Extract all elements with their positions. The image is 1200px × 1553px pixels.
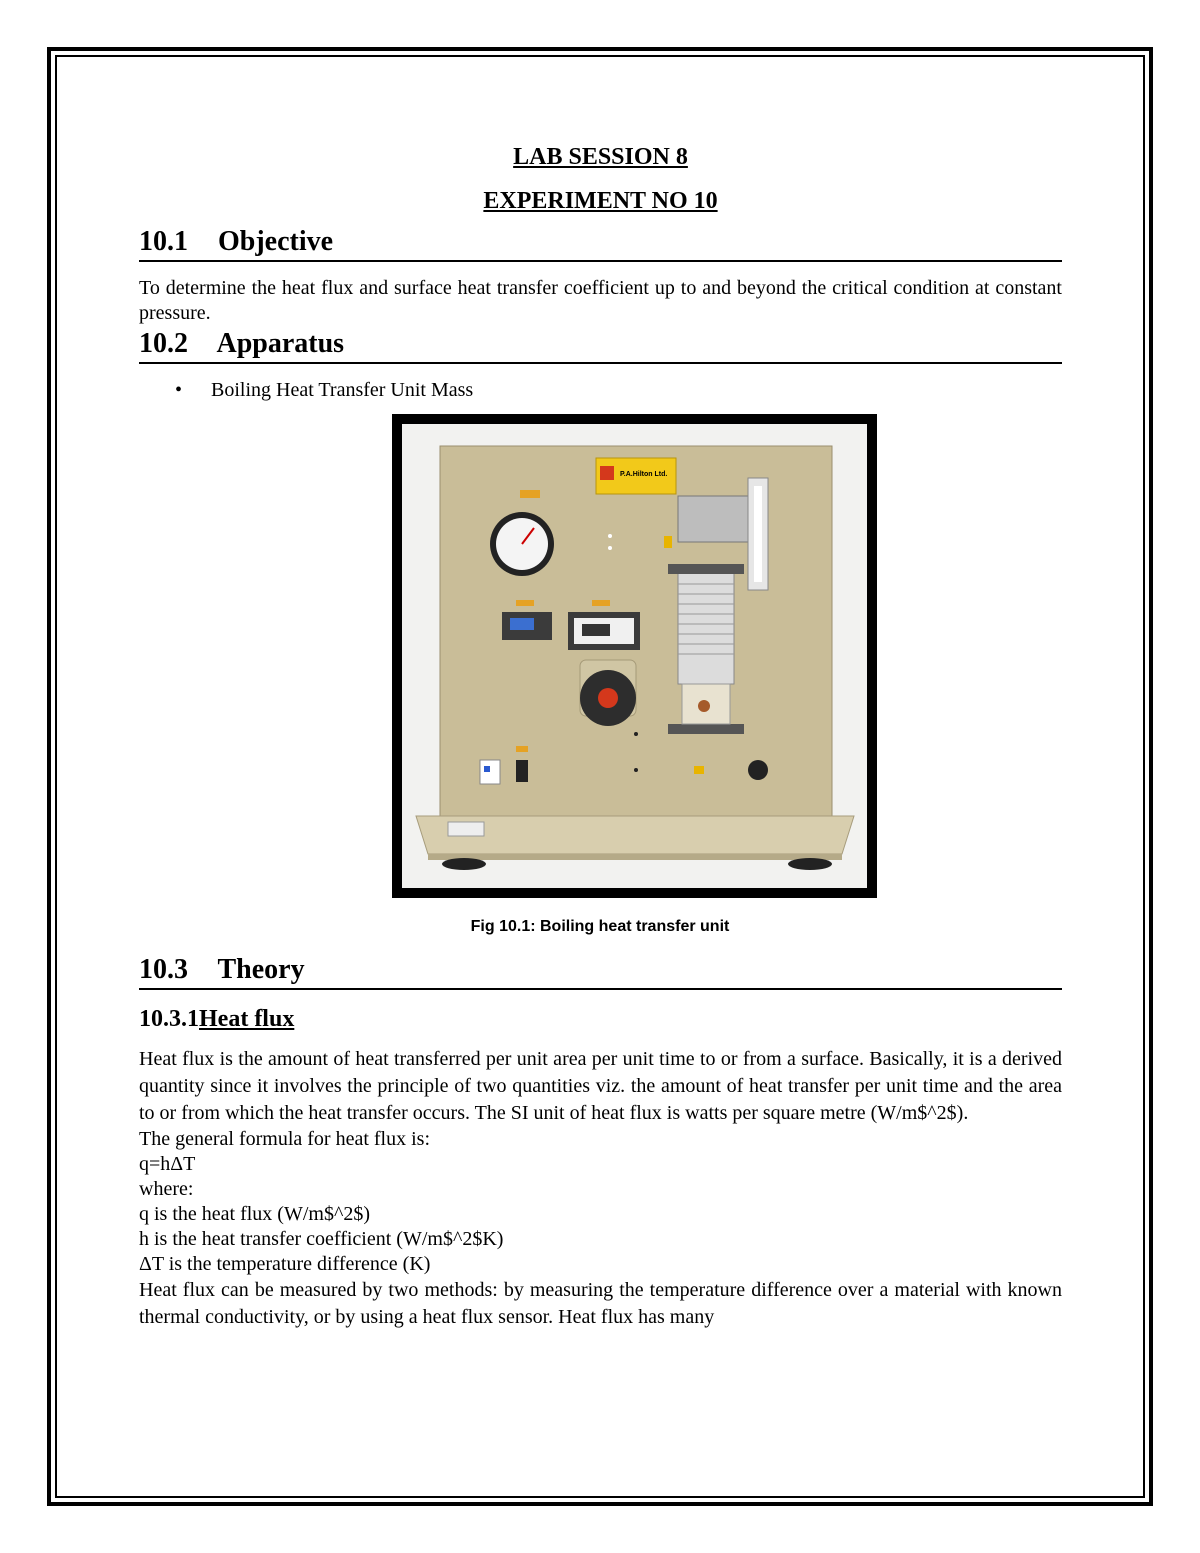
theory-line-deltat: ΔT is the temperature difference (K) [139, 1253, 431, 1275]
section-theory-heading [139, 952, 1062, 990]
brand-label: P.A.Hilton Ltd. [620, 471, 668, 478]
section-label: Theory [217, 954, 305, 985]
theory-content [139, 952, 1062, 1331]
subsection-number: 10.3.1 [139, 1006, 199, 1032]
section-number: 10.3 [139, 954, 188, 985]
apparatus-figure [392, 414, 877, 898]
section-label: Apparatus [216, 328, 345, 359]
lab-session-title: LAB SESSION 8 [513, 144, 688, 170]
section-number: 10.1 [139, 226, 188, 257]
subsection-label: Heat flux [199, 1006, 295, 1032]
theory-paragraph-2: Heat flux can be measured by two methods: by measuring the temperature difference over a material with known thermal conductivity, or by using a heat flux sensor. Heat flux has many [139, 1279, 1062, 1328]
experiment-title: EXPERIMENT NO 10 [483, 188, 718, 214]
theory-line-q: q is the heat flux (W/m$^2$) [139, 1203, 370, 1225]
theory-paragraph-1: Heat flux is the amount of heat transferred per unit area per unit time to or from a surface. Basically, it is a derived quantity since it involves the principle of two quantities viz. the amount of heat transfer per unit time and the area to or from which the heat transfer occurs. The SI unit of heat flux is watts per square metre (W/m$^2$). [139, 1048, 1062, 1124]
theory-line-h: h is the heat transfer coefficient (W/m$^2$K) [139, 1228, 504, 1250]
boiling-unit-image [402, 424, 867, 888]
theory-line-formula: q=hΔT [139, 1153, 196, 1175]
apparatus-item-text: Boiling Heat Transfer Unit Mass [211, 379, 474, 401]
page-content [139, 140, 1062, 403]
section-number: 10.2 [139, 328, 188, 359]
theory-line-where: where: [139, 1178, 194, 1200]
theory-line-formula-intro: The general formula for heat flux is: [139, 1128, 430, 1150]
section-label: Objective [218, 226, 334, 257]
section-objective-heading [139, 224, 1062, 262]
subsection-heat-flux-heading [139, 1004, 1062, 1034]
apparatus-list-item [139, 378, 1062, 403]
figure-caption: Fig 10.1: Boiling heat transfer unit [470, 918, 730, 935]
bullet-icon: • [175, 379, 183, 401]
section-apparatus-heading [139, 326, 1062, 364]
objective-text: To determine the heat flux and surface heat transfer coefficient up to and beyond the critical condition at constant pressure. [139, 277, 1062, 324]
